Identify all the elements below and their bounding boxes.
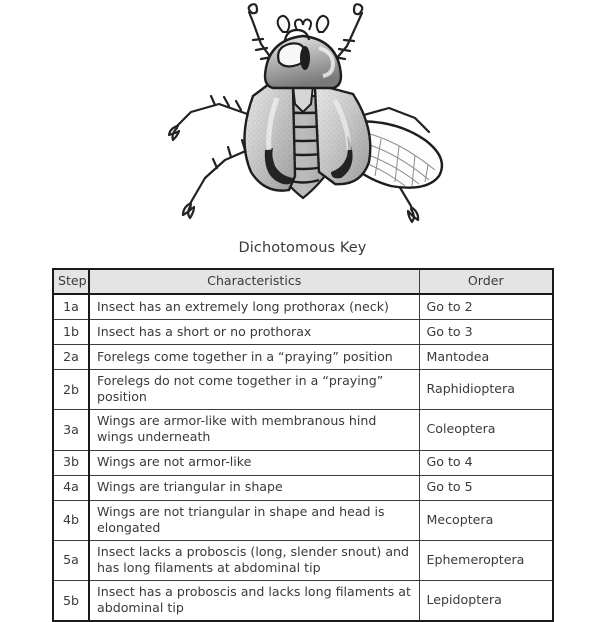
cell-order: Go to 3 [419, 320, 553, 345]
cell-characteristics: Forelegs do not come together in a “praying” position [89, 370, 419, 410]
table-header [53, 269, 553, 294]
cell-characteristics: Insect has an extremely long prothorax (neck) [89, 294, 419, 320]
table-body [53, 294, 553, 621]
column-header-step: Step [53, 269, 89, 294]
column-header-characteristics: Characteristics [89, 269, 419, 294]
beetle-illustration [0, 0, 605, 234]
cell-order: Go to 2 [419, 294, 553, 320]
table-row [53, 450, 553, 475]
cell-order: Go to 5 [419, 475, 553, 500]
cell-step: 3a [53, 410, 89, 450]
column-header-order: Order [419, 269, 553, 294]
cell-order: Raphidioptera [419, 370, 553, 410]
table-row [53, 500, 553, 540]
page-title: Dichotomous Key [238, 240, 367, 256]
cell-step: 5a [53, 540, 89, 580]
cell-order: Go to 4 [419, 450, 553, 475]
cell-characteristics: Wings are armor-like with membranous hind wings underneath [89, 410, 419, 450]
table-row [53, 475, 553, 500]
table-row [53, 580, 553, 621]
cell-step: 4b [53, 500, 89, 540]
cell-step: 2b [53, 370, 89, 410]
table-row [53, 345, 553, 370]
dichotomous-key-table [52, 268, 552, 622]
cell-characteristics: Wings are not triangular in shape and head is elongated [89, 500, 419, 540]
cell-characteristics: Wings are not armor-like [89, 450, 419, 475]
cell-step: 4a [53, 475, 89, 500]
cell-step: 2a [53, 345, 89, 370]
cell-order: Coleoptera [419, 410, 553, 450]
beetle-head [265, 16, 341, 88]
cell-step: 3b [53, 450, 89, 475]
cell-order: Ephemeroptera [419, 540, 553, 580]
cell-characteristics: Insect lacks a proboscis (long, slender snout) and has long filaments at abdominal tip [89, 540, 419, 580]
table-row [53, 320, 553, 345]
cell-order: Mecoptera [419, 500, 553, 540]
table-row [53, 370, 553, 410]
cell-step: 5b [53, 580, 89, 621]
left-elytron [244, 84, 295, 191]
beetle-drawing [153, 0, 453, 230]
cell-step: 1a [53, 294, 89, 320]
cell-order: Lepidoptera [419, 580, 553, 621]
table-header-row [53, 269, 553, 294]
table-row [53, 540, 553, 580]
cell-step: 1b [53, 320, 89, 345]
cell-characteristics: Forelegs come together in a “praying” position [89, 345, 419, 370]
right-elytron [315, 84, 370, 184]
cell-characteristics: Wings are triangular in shape [89, 475, 419, 500]
table-row [53, 410, 553, 450]
cell-characteristics: Insect has a proboscis and lacks long filaments at abdominal tip [89, 580, 419, 621]
key-table [52, 268, 554, 622]
table-row [53, 294, 553, 320]
cell-order: Mantodea [419, 345, 553, 370]
cell-characteristics: Insect has a short or no prothorax [89, 320, 419, 345]
